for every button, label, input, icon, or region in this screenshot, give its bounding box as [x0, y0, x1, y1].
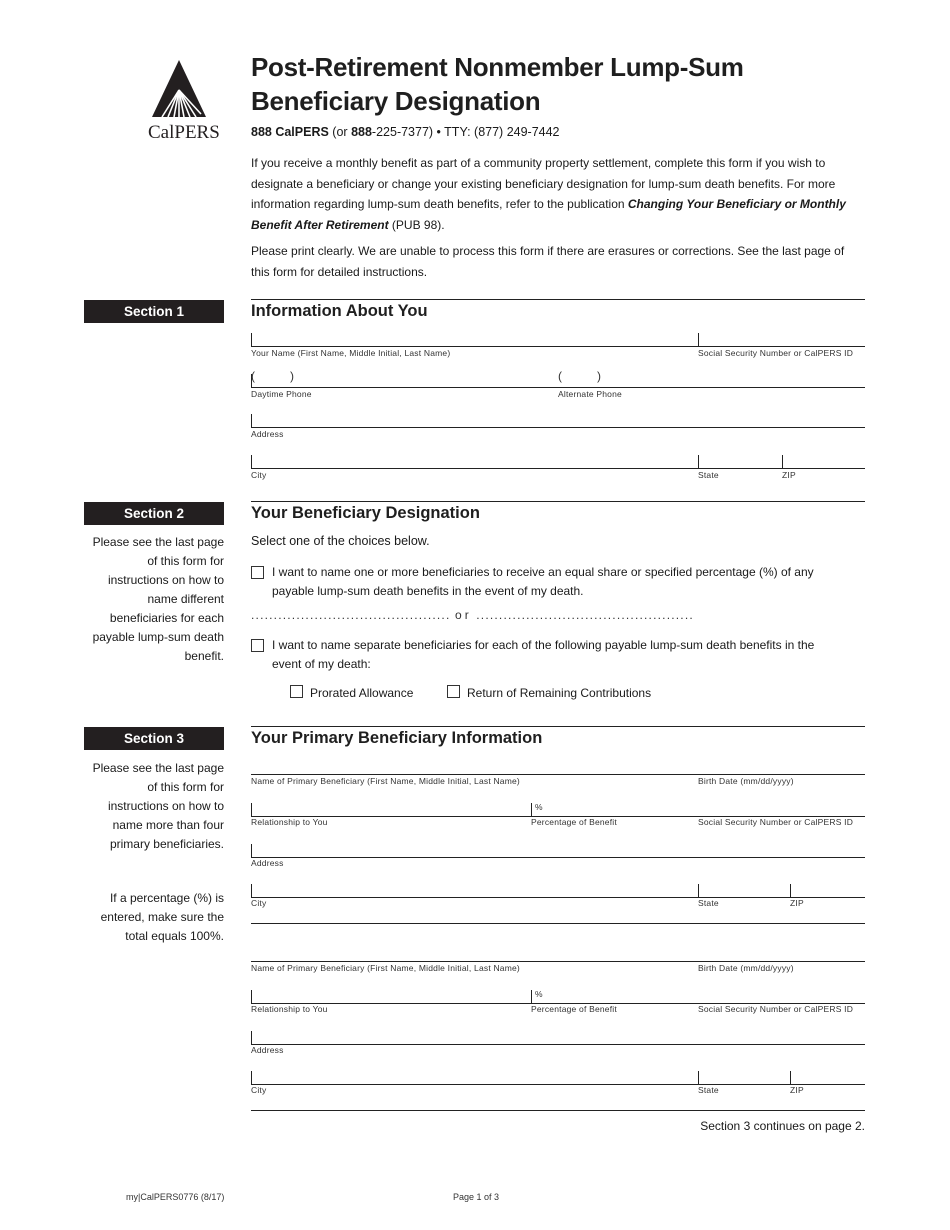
beneficiary1-name-line — [251, 774, 865, 775]
section2-side-note: Please see the last page of this form for instructions on how to name different beneficiaries for each payable lump-sum death benefit. — [92, 535, 224, 663]
option-separate-checkbox[interactable] — [251, 639, 264, 652]
beneficiary1-city-field[interactable] — [251, 881, 865, 898]
beneficiary2-zip-divider — [790, 1071, 791, 1084]
form-title-line1: Post-Retirement Nonmember Lump-Sum — [251, 52, 744, 82]
your-city-field[interactable] — [251, 452, 865, 469]
daytime-phone-area-open: ( — [251, 369, 255, 383]
contact-phone — [251, 125, 560, 139]
return-contributions-label: Return of Remaining Contributions — [467, 686, 652, 700]
beneficiary2-percentage-label: Percentage of Benefit — [531, 1004, 617, 1014]
intro-text-b: (PUB 98). — [388, 217, 445, 232]
section3-tag: Section 3 — [84, 727, 224, 750]
beneficiary1-percent-sign: % — [535, 802, 543, 812]
alternate-phone-label: Alternate Phone — [558, 389, 622, 399]
zip-field-divider — [782, 455, 783, 468]
section3-title: Your Primary Beneficiary Information — [251, 729, 543, 747]
section1-divider — [251, 299, 865, 300]
section3-bottom-rule — [251, 1110, 865, 1111]
option-separate-label: I want to name separate beneficiaries for each of the following payable lump-sum death benefits in the event of my death: — [272, 638, 815, 671]
beneficiary1-zip-divider — [790, 884, 791, 897]
calpers-logo — [148, 58, 228, 142]
section1-tag: Section 1 — [84, 300, 224, 323]
beneficiary1-state-label: State — [698, 898, 719, 908]
beneficiary2-city-label: City — [251, 1085, 267, 1095]
your-city-label: City — [251, 470, 267, 480]
form-title — [251, 50, 744, 118]
your-ssn-label: Social Security Number or CalPERS ID — [698, 348, 854, 358]
ssn-field-divider — [698, 333, 699, 346]
publication-title: Changing Your Beneficiary or Monthly Benefit After Retirement — [251, 197, 846, 232]
beneficiary2-relationship-label: Relationship to You — [251, 1004, 328, 1014]
phone-part-2: -225-7377) • TTY: (877) 249-7442 — [371, 125, 560, 139]
state-field-divider — [698, 455, 699, 468]
beneficiary2-birth-label: Birth Date (mm/dd/yyyy) — [698, 963, 794, 973]
form-title-line2: Beneficiary Designation — [251, 86, 541, 116]
prorated-allowance-label: Prorated Allowance — [310, 686, 414, 700]
phone-bold-2: 888 — [351, 125, 372, 139]
beneficiary1-percent-divider — [531, 803, 532, 816]
your-zip-label: ZIP — [782, 470, 796, 480]
beneficiary2-address-field[interactable] — [251, 1028, 865, 1045]
beneficiary2-ssn-label: Social Security Number or CalPERS ID — [698, 1004, 854, 1014]
section2-divider — [251, 501, 865, 502]
intro-text-a: If you receive a monthly benefit as part of a community property settlement, complete this form if you wish to designate a beneficiary or change your existing beneficiary designation for lump-sum death benefits. For more information regarding lump-sum death benefits, refer to the publication — [251, 156, 836, 211]
intro-paragraph-2: Please print clearly. We are unable to process this form if there are erasures or corrections. See the last page of this form for detailed instructions. — [251, 244, 845, 279]
intro-paragraph-1 — [251, 153, 851, 235]
beneficiary1-address-field[interactable] — [251, 841, 865, 858]
your-address-label: Address — [251, 429, 284, 439]
option-equal-share-label: I want to name one or more beneficiaries to receive an equal share or specified percentage (%) of any payable lump-sum death benefits in the event of my death. — [272, 565, 814, 598]
beneficiary1-state-divider — [698, 884, 699, 897]
page-number: Page 1 of 3 — [453, 1192, 500, 1202]
option-equal-share-checkbox[interactable] — [251, 566, 264, 579]
or-dots-left: ............................................ — [251, 608, 451, 622]
return-contributions-checkbox[interactable] — [447, 685, 460, 698]
alternate-phone-area-open: ( — [558, 369, 562, 383]
logo-wordmark: CalPERS — [148, 122, 220, 142]
beneficiary2-percent-divider — [531, 990, 532, 1003]
or-separator — [251, 608, 865, 622]
phone-part-1: (or — [328, 125, 352, 139]
beneficiary1-ssn-label: Social Security Number or CalPERS ID — [698, 817, 854, 827]
your-name-field[interactable] — [251, 330, 865, 347]
beneficiary2-name-label: Name of Primary Beneficiary (First Name, Middle Initial, Last Name) — [251, 963, 520, 973]
alternate-phone-area-close: ) — [597, 369, 601, 383]
beneficiary2-relationship-field[interactable] — [251, 987, 865, 1004]
form-id: my|CalPERS0776 (8/17) — [126, 1192, 225, 1202]
beneficiary1-percentage-label: Percentage of Benefit — [531, 817, 617, 827]
section3-percentage-note: If a percentage (%) is entered, make sure the total equals 100%. — [100, 891, 224, 943]
beneficiary2-state-label: State — [698, 1085, 719, 1095]
beneficiary2-zip-label: ZIP — [790, 1085, 804, 1095]
section1-title: Information About You — [251, 302, 428, 320]
your-state-label: State — [698, 470, 719, 480]
beneficiary1-city-label: City — [251, 898, 267, 908]
beneficiary2-address-label: Address — [251, 1045, 284, 1055]
section2-title: Your Beneficiary Designation — [251, 504, 480, 522]
beneficiary2-percent-sign: % — [535, 989, 543, 999]
phone-bold-1: 888 CalPERS — [251, 125, 329, 139]
logo-mark — [152, 60, 206, 117]
beneficiary-separator — [251, 923, 865, 924]
section3-divider — [251, 726, 865, 727]
prorated-allowance-checkbox[interactable] — [290, 685, 303, 698]
section3-side-note: Please see the last page of this form for instructions on how to name more than four primary beneficiaries. — [92, 761, 224, 851]
your-address-field[interactable] — [251, 411, 865, 428]
beneficiary1-relationship-field[interactable] — [251, 800, 865, 817]
your-name-label: Your Name (First Name, Middle Initial, Last Name) — [251, 348, 451, 358]
beneficiary1-relationship-label: Relationship to You — [251, 817, 328, 827]
beneficiary2-name-line — [251, 961, 865, 962]
or-dots-right: ................................................ — [476, 608, 694, 622]
beneficiary2-state-divider — [698, 1071, 699, 1084]
beneficiary1-zip-label: ZIP — [790, 898, 804, 908]
beneficiary1-name-label: Name of Primary Beneficiary (First Name, Middle Initial, Last Name) — [251, 776, 520, 786]
or-text: or — [455, 608, 472, 622]
daytime-phone-area-close: ) — [290, 369, 294, 383]
select-instruction: Select one of the choices below. — [251, 534, 430, 548]
beneficiary2-city-field[interactable] — [251, 1068, 865, 1085]
beneficiary1-birth-label: Birth Date (mm/dd/yyyy) — [698, 776, 794, 786]
beneficiary1-address-label: Address — [251, 858, 284, 868]
continues-note: Section 3 continues on page 2. — [700, 1119, 865, 1133]
daytime-phone-label: Daytime Phone — [251, 389, 312, 399]
section2-tag: Section 2 — [84, 502, 224, 525]
